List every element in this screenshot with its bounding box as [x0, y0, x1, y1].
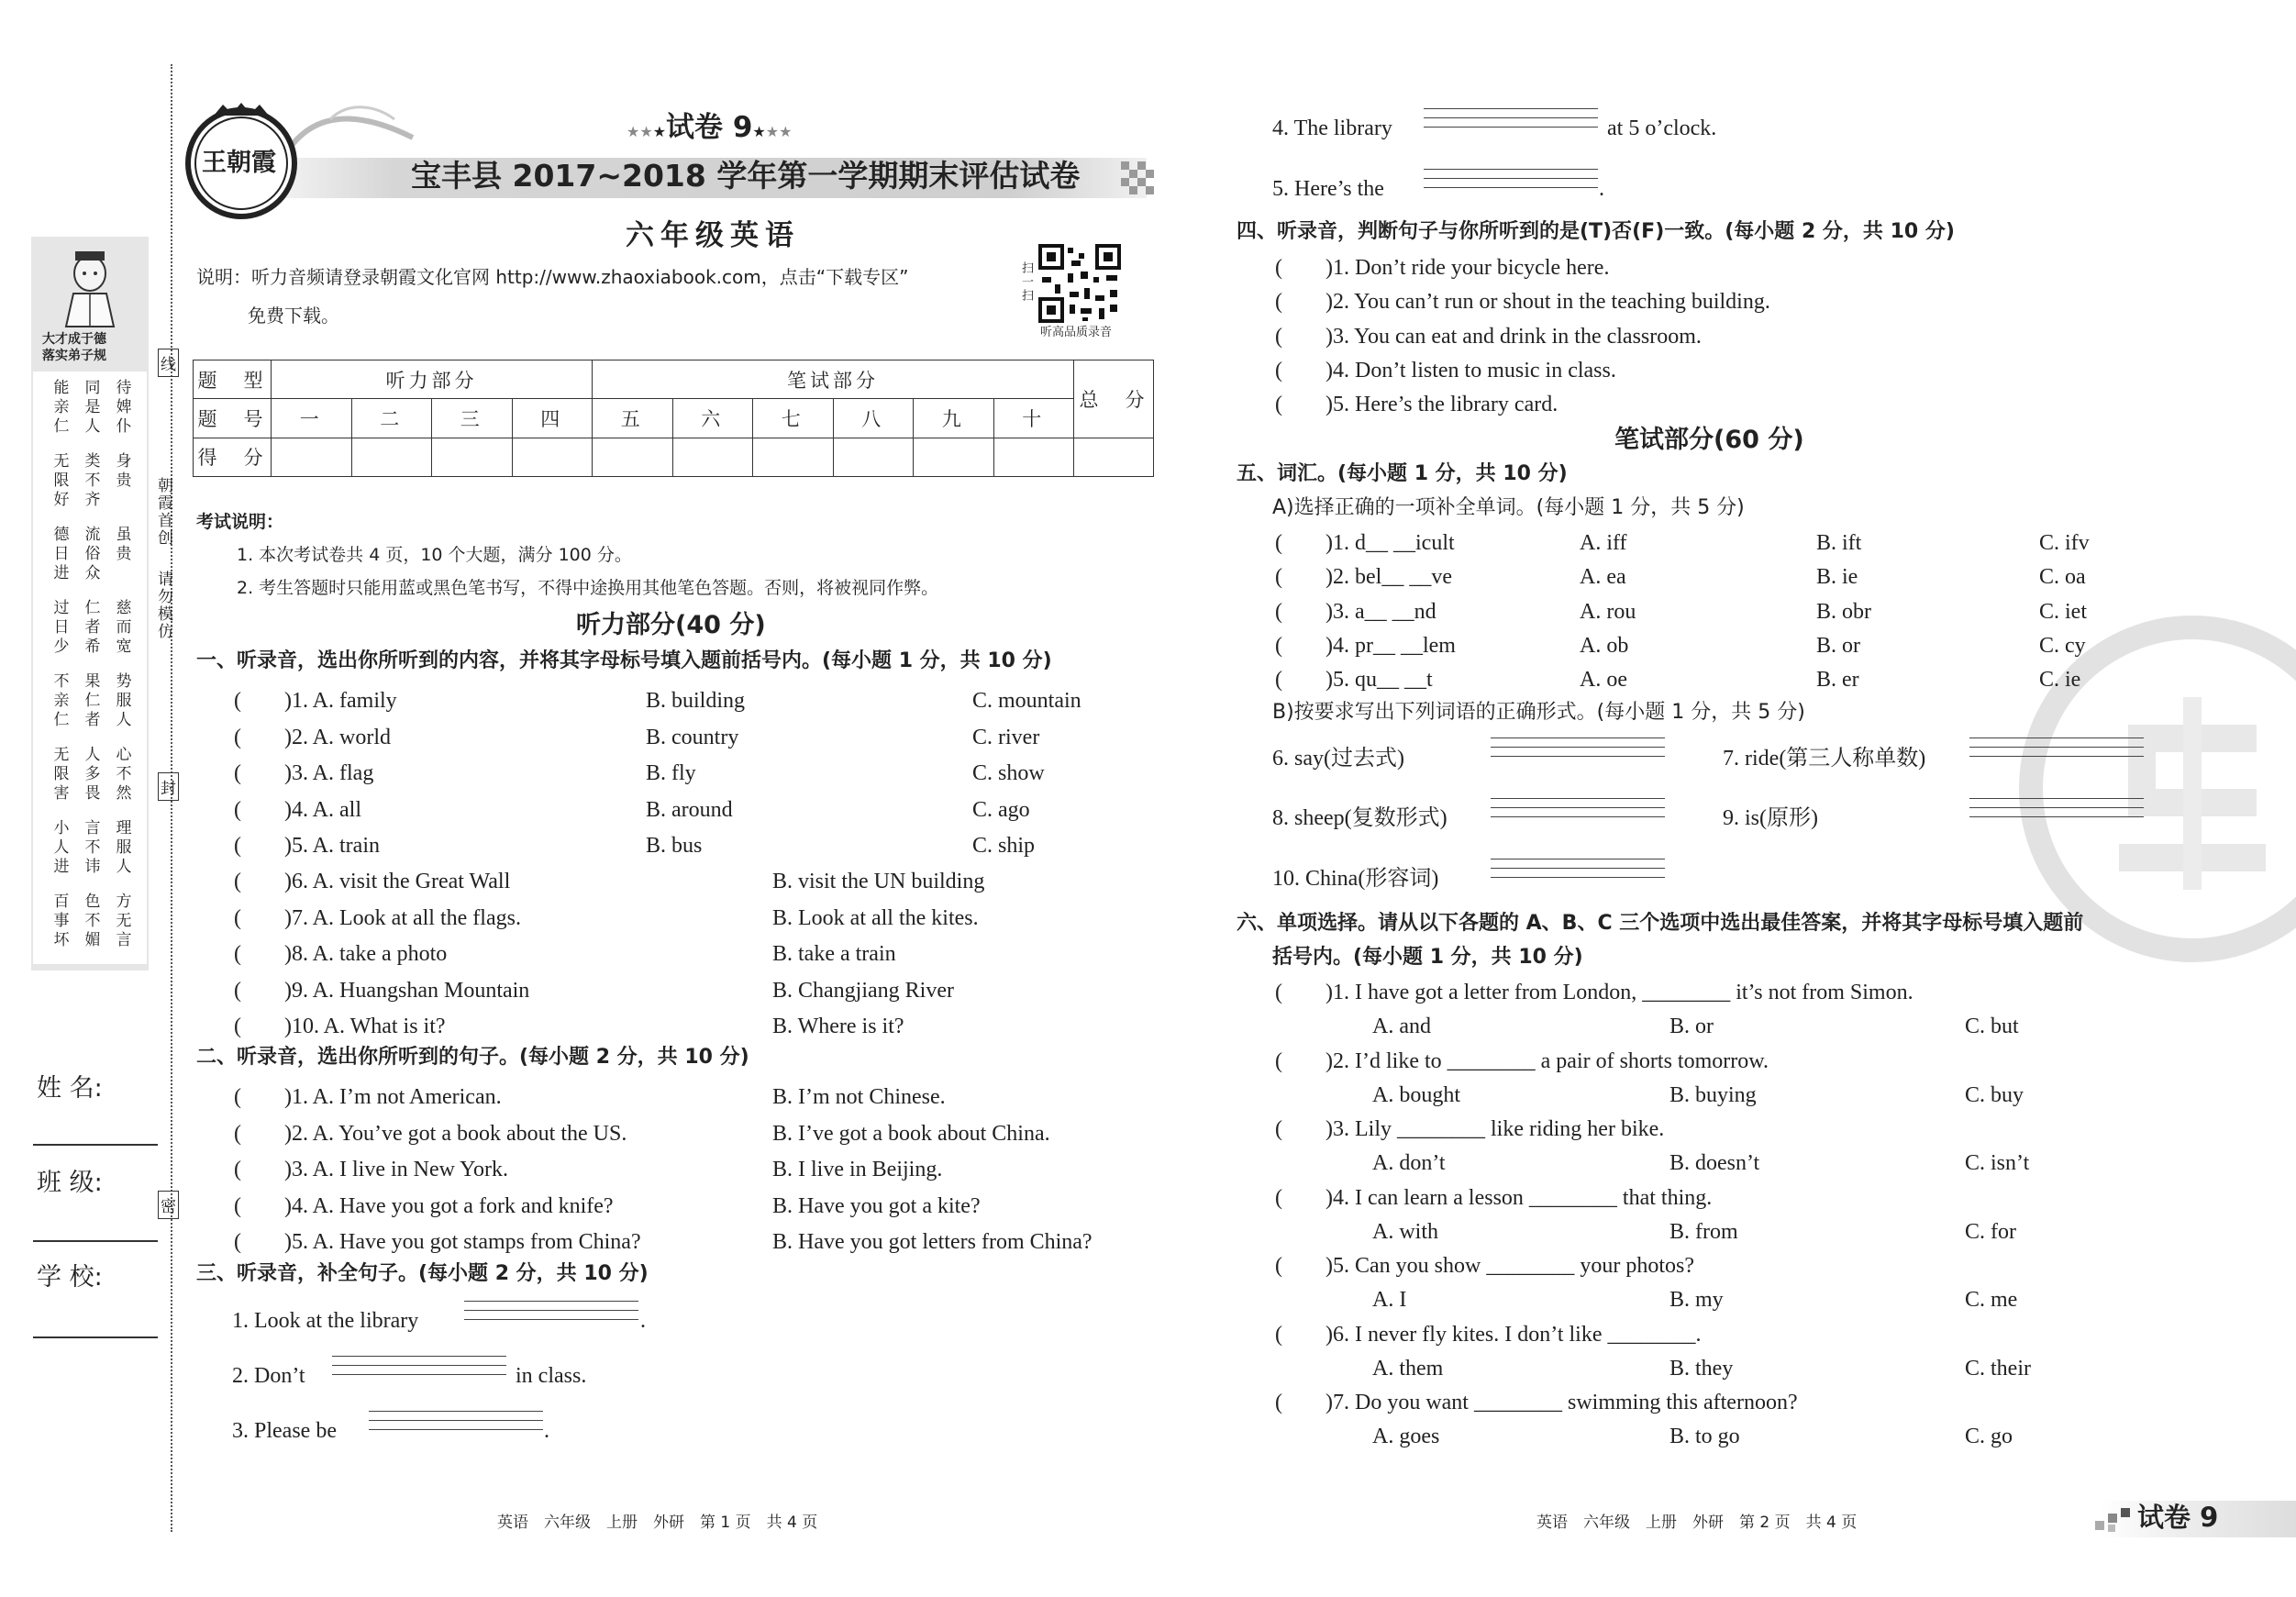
- s2-option-b[interactable]: B. I’m not Chinese.: [772, 1085, 946, 1109]
- logo-text: 王朝霞: [202, 149, 276, 177]
- s5a-option-c[interactable]: C. cy: [2039, 633, 2086, 658]
- s1-option-b[interactable]: B. Changjiang River: [772, 978, 954, 1003]
- s5a-option-a[interactable]: A. iff: [1580, 531, 1627, 555]
- poem-column: 类不齐: [81, 452, 100, 510]
- section5-title: 五、词汇。(每小题 1 分，共 10 分): [1237, 462, 1568, 485]
- s2-option-b[interactable]: B. I live in Beijing.: [772, 1158, 943, 1181]
- s6-option-a[interactable]: A. and: [1372, 1015, 1431, 1038]
- answer-bracket[interactable]: (: [1275, 531, 1282, 555]
- s2-question: )5. A. Have you got stamps from China?: [284, 1230, 641, 1254]
- s6-option-a[interactable]: A. don’t: [1372, 1151, 1446, 1175]
- motto-top: 大才成于德: [42, 332, 106, 347]
- s1-question: )8. A. take a photo: [284, 942, 448, 966]
- s6-option-c[interactable]: C. their: [1965, 1356, 2031, 1381]
- section3-title: 三、听录音，补全句子。(每小题 2 分，共 10 分): [196, 1262, 649, 1285]
- star-icon: ★: [652, 123, 667, 140]
- poem-column: 身贵: [112, 452, 131, 491]
- answer-bracket[interactable]: (: [234, 1158, 241, 1181]
- s5a-option-c[interactable]: C. ifv: [2039, 531, 2090, 555]
- s3-sentence-5: 5. Here’s the: [1272, 177, 1384, 201]
- score-total-header: 总 分: [1074, 360, 1154, 438]
- score-row-type-label: 题 型: [194, 360, 272, 399]
- school-label: 学 校:: [37, 1263, 103, 1292]
- score-cell[interactable]: [753, 438, 834, 476]
- answer-bracket[interactable]: (: [234, 870, 241, 893]
- score-cell[interactable]: [593, 438, 673, 476]
- section5-sub-a: A)选择正确的一项补全单词。(每小题 1 分，共 5 分): [1272, 496, 1745, 519]
- score-number-1: 一: [272, 399, 352, 438]
- s1-question: )2. A. world: [284, 725, 391, 749]
- score-cell[interactable]: [672, 438, 753, 476]
- poem-columns: [33, 372, 147, 964]
- poem-block: [31, 370, 149, 966]
- s2-question: )4. A. Have you got a fork and knife?: [284, 1193, 614, 1218]
- s5a-question: )5. qu__ __t: [1325, 668, 1433, 693]
- score-number-8: 八: [833, 399, 914, 438]
- answer-bracket[interactable]: (: [1275, 981, 1282, 1004]
- score-number-3: 三: [432, 399, 513, 438]
- instructions-item-2: 2. 考生答题时只能用蓝或黑色笔书写，不得中途换用其他笔色答题。否则，将被视同作弊。: [237, 578, 939, 598]
- s6-option-b[interactable]: B. from: [1669, 1219, 1738, 1244]
- note-line-2: 免费下载。: [248, 305, 339, 327]
- s3-period: .: [544, 1419, 549, 1443]
- score-row-number-label: 题 号: [194, 399, 272, 438]
- poem-column: 不亲仁: [50, 672, 69, 730]
- seal-words-2: 请勿模仿: [154, 571, 172, 640]
- answer-bracket[interactable]: (: [1275, 1117, 1282, 1141]
- s6-option-a[interactable]: A. with: [1372, 1219, 1438, 1244]
- s1-question: )3. A. flag: [284, 761, 374, 785]
- s6-option-c[interactable]: C. isn’t: [1965, 1151, 2030, 1175]
- s3-answer-lines-2[interactable]: [332, 1356, 506, 1383]
- answer-bracket[interactable]: (: [1275, 668, 1282, 693]
- s3-sentence-3: 3. Please be: [232, 1419, 337, 1443]
- s5a-option-b[interactable]: B. obr: [1816, 599, 1871, 624]
- note-line-1: 说明：听力音频请登录朝霞文化官网 http://www.zhaoxiabook.com，点击“下载专区”: [196, 266, 909, 288]
- score-cell[interactable]: [351, 438, 432, 476]
- answer-bracket[interactable]: (: [234, 689, 241, 713]
- s5a-option-b[interactable]: B. or: [1816, 633, 1860, 658]
- s5a-option-c[interactable]: C. oa: [2039, 565, 2086, 590]
- brand-logo: [182, 101, 301, 220]
- poem-column: 百事坏: [50, 893, 69, 950]
- poem-column: 德日进: [50, 526, 69, 583]
- s3-sentence-2b: in class.: [516, 1364, 587, 1388]
- s5b-item-9: 9. is(原形): [1723, 806, 1818, 830]
- watermark-seal: [2018, 615, 2296, 963]
- poem-column: 势服人: [112, 672, 131, 730]
- s3-answer-lines-5[interactable]: [1424, 169, 1598, 196]
- poem-column: 待婢仆: [112, 379, 131, 437]
- s5b-answer-lines-8[interactable]: [1491, 798, 1665, 826]
- s6-option-a[interactable]: A. bought: [1372, 1082, 1460, 1107]
- listening-title: 听力部分(40 分): [576, 611, 766, 639]
- poem-column: 无限害: [50, 746, 69, 804]
- s6-question: )4. I can learn a lesson ________ that thing.: [1325, 1185, 1713, 1210]
- s1-option-c[interactable]: C. ship: [972, 834, 1036, 858]
- s1-option-b[interactable]: B. around: [646, 797, 733, 822]
- poem-column: 色不媚: [81, 893, 100, 950]
- s5b-item-8: 8. sheep(复数形式): [1272, 806, 1447, 830]
- poem-column: 无限好: [50, 452, 69, 510]
- poem-column: 小人进: [50, 819, 69, 877]
- seal-words-1: 朝霞首创: [154, 477, 172, 547]
- s3-answer-lines-4[interactable]: [1424, 108, 1598, 136]
- s6-option-c[interactable]: C. buy: [1965, 1082, 2024, 1107]
- star-icon: ★★: [627, 123, 653, 140]
- answer-bracket[interactable]: (: [1275, 1185, 1282, 1210]
- s6-option-c[interactable]: C. for: [1965, 1219, 2016, 1244]
- answer-bracket[interactable]: (: [234, 1193, 241, 1218]
- s6-option-b[interactable]: B. my: [1669, 1288, 1724, 1312]
- s1-question: )4. A. all: [284, 797, 361, 822]
- s3-sentence-1: 1. Look at the library: [232, 1309, 419, 1333]
- poem-column: 果仁者: [81, 672, 100, 730]
- s1-option-b[interactable]: B. bus: [646, 834, 703, 858]
- s5b-answer-lines-7[interactable]: [1969, 738, 2144, 765]
- answer-bracket[interactable]: (: [234, 1121, 241, 1146]
- s1-question: )1. A. family: [284, 689, 397, 713]
- answer-bracket[interactable]: (: [1275, 358, 1282, 383]
- checker-pattern: [1121, 161, 1154, 194]
- s5a-question: )1. d__ __icult: [1325, 531, 1455, 555]
- answer-bracket[interactable]: (: [1275, 633, 1282, 658]
- score-cell[interactable]: [833, 438, 914, 476]
- section6-title-line2: 括号内。(每小题 1 分，共 10 分): [1272, 946, 1583, 969]
- s1-question: )7. A. Look at all the flags.: [284, 905, 521, 930]
- badge-squares-icon: [2095, 1506, 2132, 1532]
- answer-bracket[interactable]: (: [1275, 599, 1282, 624]
- poem-column: 过日少: [50, 599, 69, 657]
- s6-question: )5. Can you show ________ your photos?: [1325, 1254, 1694, 1278]
- answer-bracket[interactable]: (: [234, 942, 241, 966]
- poem-column: 方无言: [112, 893, 131, 950]
- instructions-item-1: 1. 本次考试卷共 4 页，10 个大题，满分 100 分。: [237, 545, 632, 565]
- s5a-option-a[interactable]: A. oe: [1580, 668, 1627, 693]
- qr-side-label: 扫一扫: [1019, 261, 1033, 303]
- s5b-item-6: 6. say(过去式): [1272, 747, 1404, 771]
- sidebar-panel: [31, 237, 149, 970]
- s5b-answer-lines-6[interactable]: [1491, 738, 1665, 765]
- score-writing-header: 笔试部分: [593, 360, 1074, 399]
- answer-bracket[interactable]: (: [234, 978, 241, 1003]
- score-listening-header: 听力部分: [272, 360, 593, 399]
- answer-bracket[interactable]: (: [1275, 1254, 1282, 1278]
- s6-option-b[interactable]: B. to go: [1669, 1425, 1740, 1448]
- writing-title: 笔试部分(60 分): [1614, 426, 1804, 454]
- binding-mark-line: 线: [158, 349, 179, 377]
- section6-title-line1: 六、单项选择。请从以下各题的 A、B、C 三个选项中选出最佳答案，并将其字母标号填入题前: [1237, 912, 2084, 935]
- poem-column: 能亲仁: [50, 379, 69, 437]
- answer-bracket[interactable]: (: [1275, 290, 1282, 315]
- s6-option-c[interactable]: C. me: [1965, 1288, 2018, 1312]
- s1-question: )6. A. visit the Great Wall: [284, 870, 511, 893]
- s3-period: .: [640, 1309, 646, 1333]
- poem-column: 心不然: [112, 746, 131, 804]
- s3-sentence-2a: 2. Don’t: [232, 1364, 305, 1388]
- exam-title: 宝丰县 2017~2018 学年第一学期期末评估试卷: [411, 158, 1081, 194]
- s1-option-b[interactable]: B. take a train: [772, 942, 896, 966]
- s6-option-b[interactable]: B. doesn’t: [1669, 1151, 1760, 1175]
- s5a-option-b[interactable]: B. ie: [1816, 565, 1858, 590]
- s1-option-b[interactable]: B. building: [646, 689, 746, 713]
- s2-option-b[interactable]: B. Have you got a kite?: [772, 1193, 981, 1218]
- school-field[interactable]: [33, 1336, 158, 1338]
- score-number-7: 七: [753, 399, 834, 438]
- subject-title: 六年级英语: [626, 219, 800, 252]
- answer-bracket[interactable]: (: [234, 834, 241, 858]
- score-number-4: 四: [512, 399, 593, 438]
- section5-sub-b: B)按要求写出下列词语的正确形式。(每小题 1 分，共 5 分): [1272, 701, 1805, 724]
- s3-period: .: [1599, 177, 1604, 201]
- s4-statement: )4. Don’t listen to music in class.: [1325, 358, 1616, 383]
- name-label: 姓 名:: [37, 1074, 103, 1103]
- s3-answer-lines-3[interactable]: [369, 1411, 543, 1438]
- s5b-item-7: 7. ride(第三人称单数): [1723, 747, 1926, 771]
- s5b-answer-lines-9[interactable]: [1969, 798, 2144, 826]
- answer-bracket[interactable]: (: [234, 797, 241, 822]
- s2-option-b[interactable]: B. I’ve got a book about China.: [772, 1121, 1050, 1146]
- s6-question: )7. Do you want ________ swimming this afternoon?: [1325, 1391, 1798, 1414]
- instructions-title: 考试说明：: [196, 512, 284, 532]
- footer-badge: 试卷 9: [2137, 1502, 2219, 1533]
- s5a-option-b[interactable]: B. er: [1816, 668, 1859, 693]
- score-table: [193, 360, 1154, 477]
- footer-left: 英语 六年级 上册 外研 第 1 页 共 4 页: [497, 1514, 818, 1532]
- s1-question: )9. A. Huangshan Mountain: [284, 978, 530, 1003]
- class-field[interactable]: [33, 1240, 158, 1242]
- scholar-illustration: [51, 246, 128, 330]
- answer-bracket[interactable]: (: [234, 725, 241, 749]
- answer-bracket[interactable]: (: [1275, 565, 1282, 590]
- s1-option-c[interactable]: C. ago: [972, 797, 1030, 822]
- poem-column: 理服人: [112, 819, 131, 877]
- s6-option-b[interactable]: B. or: [1669, 1015, 1714, 1038]
- s5a-option-a[interactable]: A. rou: [1580, 599, 1636, 624]
- score-total-cell[interactable]: [1074, 438, 1154, 476]
- answer-bracket[interactable]: (: [1275, 393, 1282, 417]
- section2-title: 二、听录音，选出你所听到的句子。(每小题 2 分，共 10 分): [196, 1046, 749, 1069]
- section4-title: 四、听录音，判断句子与你所听到的是(T)否(F)一致。(每小题 2 分，共 10 分): [1237, 220, 1955, 243]
- answer-bracket[interactable]: (: [1275, 1322, 1282, 1347]
- class-label: 班 级:: [37, 1169, 103, 1197]
- s6-option-a[interactable]: A. them: [1372, 1356, 1444, 1381]
- s1-option-b[interactable]: B. Where is it?: [772, 1015, 904, 1038]
- s1-option-c[interactable]: C. mountain: [972, 689, 1081, 713]
- s5a-option-a[interactable]: A. ea: [1580, 565, 1626, 590]
- s5a-option-c[interactable]: C. ie: [2039, 668, 2081, 693]
- s5b-item-10: 10. China(形容词): [1272, 867, 1439, 891]
- s5a-question: )4. pr__ __lem: [1325, 633, 1456, 658]
- score-row-score-label: 得 分: [194, 438, 272, 476]
- s5a-option-b[interactable]: B. ift: [1816, 531, 1862, 555]
- answer-bracket[interactable]: (: [1275, 1048, 1282, 1073]
- s1-option-b[interactable]: B. country: [646, 725, 739, 749]
- answer-bracket[interactable]: (: [1275, 324, 1282, 349]
- score-cell[interactable]: [432, 438, 513, 476]
- s6-question: )6. I never fly kites. I don’t like ________.: [1325, 1322, 1702, 1347]
- s1-option-b[interactable]: B. fly: [646, 761, 696, 785]
- s3-sentence-4a: 4. The library: [1272, 116, 1392, 140]
- s6-option-a[interactable]: A. I: [1372, 1288, 1407, 1312]
- qr-caption: 听高品质录音: [1040, 326, 1113, 339]
- s2-option-b[interactable]: B. Have you got letters from China?: [772, 1230, 1093, 1254]
- s6-option-a[interactable]: A. goes: [1372, 1425, 1440, 1448]
- s1-option-c[interactable]: C. river: [972, 725, 1040, 749]
- s1-option-b[interactable]: B. visit the UN building: [772, 870, 985, 893]
- name-field[interactable]: [33, 1144, 158, 1146]
- s5b-answer-lines-10[interactable]: [1491, 859, 1665, 886]
- s5a-question: )3. a__ __nd: [1325, 599, 1436, 624]
- score-number-6: 六: [672, 399, 753, 438]
- binding-mark-secret: 密: [158, 1191, 179, 1219]
- answer-bracket[interactable]: (: [234, 1085, 241, 1109]
- poem-column: 仁者希: [81, 599, 100, 657]
- s3-sentence-4b: at 5 o’clock.: [1607, 116, 1717, 140]
- s2-question: )2. A. You’ve got a book about the US.: [284, 1121, 627, 1146]
- s6-option-b[interactable]: B. buying: [1669, 1082, 1757, 1107]
- score-number-10: 十: [993, 399, 1074, 438]
- s4-statement: )2. You can’t run or shout in the teaching building.: [1325, 290, 1770, 315]
- section1-title: 一、听录音，选出你所听到的内容，并将其字母标号填入题前括号内。(每小题 1 分，共 10 分): [196, 649, 1052, 672]
- score-cell[interactable]: [993, 438, 1074, 476]
- s5a-option-a[interactable]: A. ob: [1580, 633, 1629, 658]
- s2-question: )3. A. I live in New York.: [284, 1158, 508, 1181]
- score-number-9: 九: [914, 399, 994, 438]
- s1-question: )5. A. train: [284, 834, 380, 858]
- s6-question: )3. Lily ________ like riding her bike.: [1325, 1117, 1665, 1141]
- answer-bracket[interactable]: (: [234, 905, 241, 930]
- qr-code-icon[interactable]: [1038, 244, 1121, 323]
- s5a-question: )2. bel__ __ve: [1325, 565, 1452, 590]
- s1-question: )10. A. What is it?: [284, 1015, 446, 1038]
- s6-option-c[interactable]: C. go: [1965, 1425, 2013, 1448]
- answer-bracket[interactable]: (: [1275, 1391, 1282, 1414]
- answer-bracket[interactable]: (: [234, 1230, 241, 1254]
- poem-column: 虽贵: [112, 526, 131, 564]
- star-icon: ★★: [765, 123, 793, 140]
- poem-column: 流俗众: [81, 526, 100, 583]
- score-number-2: 二: [351, 399, 432, 438]
- answer-bracket[interactable]: (: [1275, 256, 1282, 280]
- poem-column: 慈而宽: [112, 599, 131, 657]
- answer-bracket[interactable]: (: [234, 1015, 241, 1038]
- s5a-option-c[interactable]: C. iet: [2039, 599, 2087, 624]
- s4-statement: )3. You can eat and drink in the classroom.: [1325, 324, 1702, 349]
- motto-bottom: 落实弟子规: [42, 349, 106, 363]
- score-cell[interactable]: [512, 438, 593, 476]
- series-label: ★★★试卷 9★★★: [627, 111, 793, 144]
- poem-column: 同是人: [81, 379, 100, 437]
- score-number-5: 五: [593, 399, 673, 438]
- answer-bracket[interactable]: (: [234, 761, 241, 785]
- s2-question: )1. A. I’m not American.: [284, 1085, 502, 1109]
- s1-option-b[interactable]: B. Look at all the kites.: [772, 905, 979, 930]
- s3-answer-lines-1[interactable]: [464, 1301, 638, 1328]
- binding-mark-seal: 封: [158, 772, 179, 801]
- s6-option-c[interactable]: C. but: [1965, 1015, 2019, 1038]
- s4-statement: )5. Here’s the library card.: [1325, 393, 1558, 417]
- footer-right: 英语 六年级 上册 外研 第 2 页 共 4 页: [1536, 1514, 1858, 1532]
- s4-statement: )1. Don’t ride your bicycle here.: [1325, 256, 1610, 280]
- score-cell[interactable]: [272, 438, 352, 476]
- s6-question: )1. I have got a letter from London, ________ it’s not from Simon.: [1325, 981, 1913, 1004]
- s6-option-b[interactable]: B. they: [1669, 1356, 1734, 1381]
- s6-question: )2. I’d like to ________ a pair of shorts tomorrow.: [1325, 1048, 1769, 1073]
- s1-option-c[interactable]: C. show: [972, 761, 1045, 785]
- poem-column: 人多畏: [81, 746, 100, 804]
- poem-column: 言不讳: [81, 819, 100, 877]
- score-cell[interactable]: [914, 438, 994, 476]
- star-icon: ★: [752, 123, 766, 140]
